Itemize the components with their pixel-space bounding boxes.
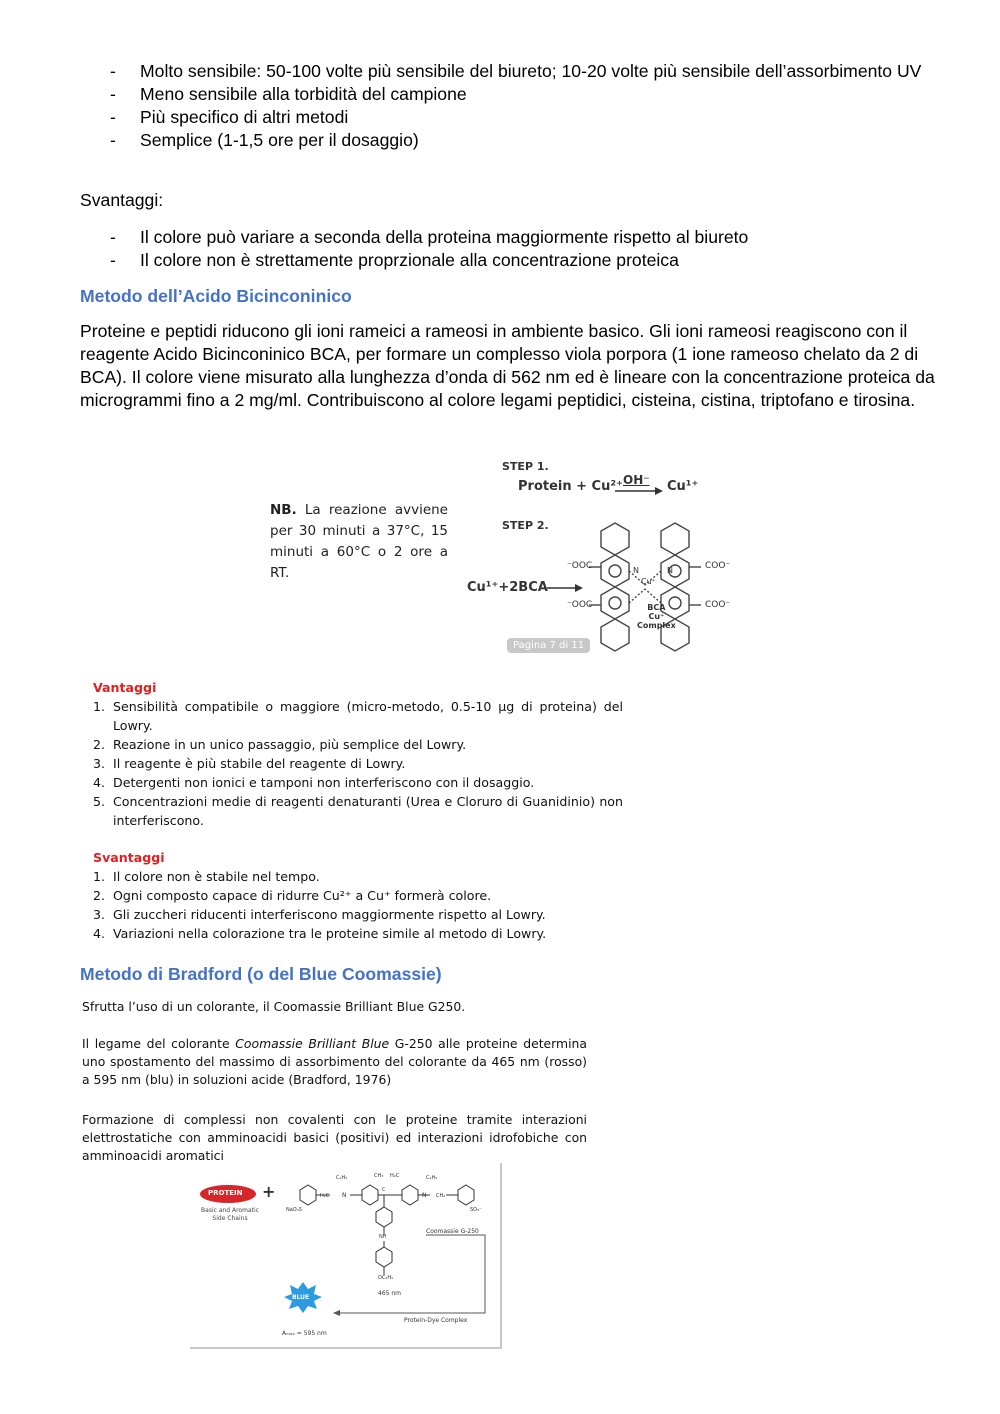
list-item: 3. Gli zuccheri riducenti interferiscono maggiormente rispetto al Lowry. bbox=[93, 907, 546, 922]
svantaggi-heading: Svantaggi bbox=[93, 850, 165, 865]
coo-right-top: COO⁻ bbox=[705, 561, 731, 571]
bca-cu-complex-structure bbox=[555, 515, 775, 655]
blue-label: BLUE bbox=[292, 1294, 310, 1301]
bradford-heading: Metodo di Bradford (o del Blue Coomassie) bbox=[80, 964, 442, 984]
nh-label: NH bbox=[379, 1234, 387, 1240]
vantaggi-heading: Vantaggi bbox=[93, 680, 157, 695]
list-item: - Semplice (1-1,5 ore per il dosaggio) bbox=[110, 130, 419, 150]
step1-reaction-left: Protein + Cu²⁺ bbox=[518, 479, 623, 494]
amax-label: Aₘₐₓ = 595 nm bbox=[282, 1330, 327, 1337]
n-label-left: N bbox=[633, 566, 639, 575]
c2h5-label-left: C₂H₅ bbox=[336, 1175, 348, 1181]
bradford-p3: Formazione di complessi non covalenti con le proteine tramite interazioni elettrostatiche con amminoacidi basici (positivi) ed interazioni idrofobiche con amminoacidi aromatici bbox=[82, 1112, 587, 1163]
protein-caption: Basic and Aromatic Side Chains bbox=[201, 1207, 259, 1222]
coomassie-label: Coomassie G-250 bbox=[426, 1228, 479, 1235]
bca-svantaggi-block bbox=[93, 848, 623, 943]
ch3-label: CH₃ bbox=[374, 1173, 384, 1179]
bradford-p2: Il legame del colorante Coomassie Brilliant Blue G-250 alle proteine determina uno spostamento del massimo di assorbimento del colorante da 465 nm (rosso) a 595 nm (blu) in soluzioni acide (Bradford, 1976) bbox=[82, 1036, 588, 1087]
protein-label: PROTEIN bbox=[208, 1189, 243, 1197]
advantages-list bbox=[80, 60, 960, 152]
ch2-label: CH₂ bbox=[436, 1193, 446, 1199]
so3-label: SO₃⁻ bbox=[470, 1207, 482, 1213]
list-item: - Meno sensibile alla torbidità del campione bbox=[110, 84, 467, 104]
nao3s-label: NaO₃S bbox=[286, 1207, 302, 1213]
coo-left-top: ⁻OOC bbox=[567, 561, 593, 571]
n-label-right: N bbox=[667, 566, 673, 575]
complex-label: BCA Cu⁺ Complex bbox=[637, 603, 676, 630]
disadvantages-list bbox=[80, 226, 960, 272]
step1-label: STEP 1. bbox=[502, 460, 549, 473]
vantaggi-list bbox=[93, 697, 623, 830]
h2c-label: H₂C bbox=[320, 1193, 330, 1199]
bca-reaction-figure bbox=[255, 455, 775, 660]
bradford-reaction-figure bbox=[190, 1163, 502, 1349]
coo-right-bottom: COO⁻ bbox=[705, 600, 731, 610]
c2h5-label-right: C₂H₅ bbox=[426, 1175, 438, 1181]
step1-arrow bbox=[613, 487, 663, 495]
svantaggi-label: Svantaggi: bbox=[80, 190, 164, 210]
list-item: 4. Variazioni nella colorazione tra le proteine simile al metodo di Lowry. bbox=[93, 926, 547, 941]
cu-label: Cu⁺ bbox=[641, 577, 656, 586]
h2c-label-top: H₂C bbox=[390, 1173, 400, 1179]
bca-heading: Metodo dell’Acido Bicinconinico bbox=[80, 286, 352, 306]
list-item: 4. Detergenti non ionici e tamponi non interferiscono con il dosaggio. bbox=[93, 775, 535, 790]
n-label-right: N bbox=[422, 1192, 427, 1199]
plus-sign: + bbox=[262, 1182, 276, 1201]
bca-vantaggi-block bbox=[93, 678, 623, 830]
nb-note: NB. La reazione avviene per 30 minuti a 37°C, 15 minuti a 60°C o 2 ore a RT. bbox=[270, 502, 448, 581]
list-item: - Il colore non è strettamente proprzionale alla concentrazione proteica bbox=[110, 250, 679, 270]
list-item: 1. Sensibilità compatibile o maggiore (micro-metodo, 0.5-10 µg di proteina) del Lowry. bbox=[93, 699, 623, 733]
bradford-p1: Sfrutta l’uso di un colorante, il Coomassie Brilliant Blue G250. bbox=[82, 999, 466, 1014]
complex-label: Protein-Dye Complex bbox=[404, 1317, 468, 1324]
c-label: C bbox=[382, 1187, 386, 1193]
list-item: 2. Ogni composto capace di ridurre Cu²⁺ a Cu⁺ formerà colore. bbox=[93, 888, 492, 903]
list-item: 5. Concentrazioni medie di reagenti denaturanti (Urea e Cloruro di Guanidinio) non interferiscono. bbox=[93, 794, 623, 828]
step2-label: STEP 2. bbox=[502, 519, 549, 532]
svantaggi-list bbox=[93, 867, 623, 943]
bca-paragraph: Proteine e peptidi riducono gli ioni rameici a rameosi in ambiente basico. Gli ioni rameosi reagiscono con il reagente Acido Bicinconinico BCA, per formare un complesso viola porpora (1 ione rameoso chelato da 2 di BCA). Il colore viene misurato alla lunghezza d’onda di 562 nm ed è lineare con la concentrazione proteica da microgrammi fino a 2 mg/ml. Contribuiscono al colore legami peptidici, cisteina, cistina, triptofano e tirosina. bbox=[80, 321, 935, 410]
step1-reaction-right: Cu¹⁺ bbox=[667, 479, 699, 494]
page-badge: Pagina 7 di 11 bbox=[507, 638, 590, 653]
list-item: 1. Il colore non è stabile nel tempo. bbox=[93, 869, 320, 884]
nm-465-label: 465 nm bbox=[378, 1290, 402, 1297]
n-label-left: N bbox=[342, 1192, 347, 1199]
step2-reagent: Cu¹⁺+2BCA bbox=[467, 580, 548, 595]
list-item: - Più specifico di altri metodi bbox=[110, 107, 349, 127]
list-item: 3. Il reagente è più stabile del reagente di Lowry. bbox=[93, 756, 406, 771]
oc2h5-label: OC₂H₅ bbox=[378, 1275, 394, 1281]
coo-left-bottom: ⁻OOC bbox=[567, 600, 593, 610]
list-item: - Il colore può variare a seconda della proteina maggiormente rispetto al biureto bbox=[110, 227, 749, 247]
list-item: 2. Reazione in un unico passaggio, più semplice del Lowry. bbox=[93, 737, 467, 752]
step1-arrow-label: OH⁻ bbox=[623, 473, 650, 487]
list-item: - Molto sensibile: 50-100 volte più sensibile del biureto; 10-20 volte più sensibile dell’assorbimento UV bbox=[110, 61, 922, 81]
